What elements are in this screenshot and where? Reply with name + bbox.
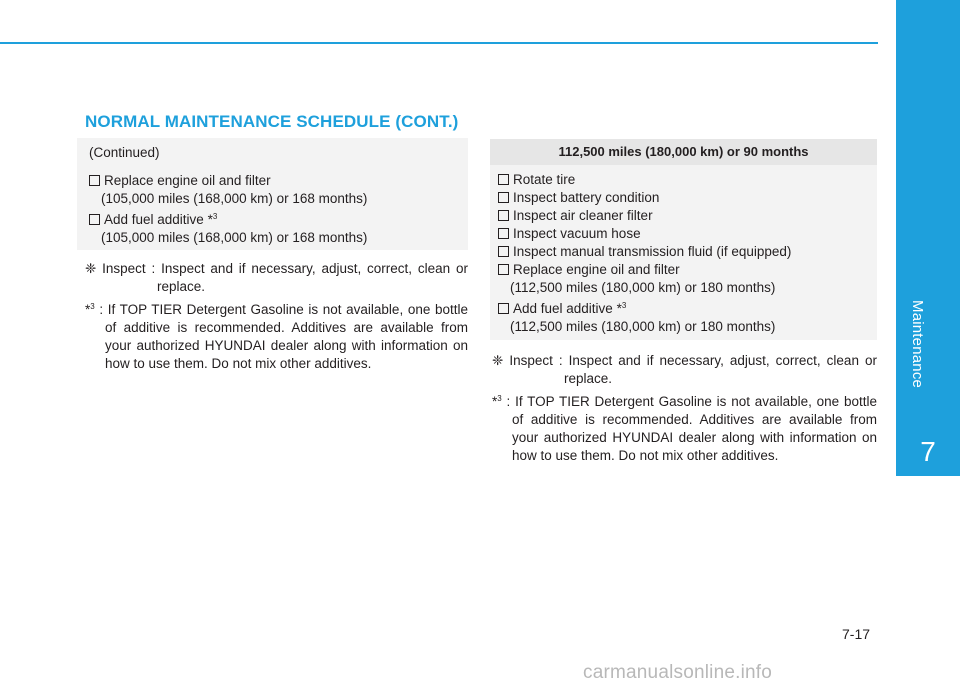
footnote bbox=[85, 298, 468, 373]
inspect-text: Inspect and if necessary, adjust, correct, clean or replace. bbox=[157, 261, 468, 294]
checklist bbox=[490, 165, 877, 336]
checkbox-icon bbox=[498, 303, 509, 314]
footnote-mark: * bbox=[492, 394, 498, 409]
chapter-side-tab bbox=[896, 0, 960, 689]
list-item bbox=[498, 171, 877, 189]
page-title: NORMAL MAINTENANCE SCHEDULE (CONT.) bbox=[85, 112, 459, 131]
checkbox-icon bbox=[89, 214, 100, 225]
side-tab-label: Maintenance bbox=[909, 300, 926, 389]
list-item bbox=[498, 243, 877, 261]
left-notes bbox=[85, 260, 468, 375]
list-item bbox=[498, 225, 877, 243]
checkbox-icon bbox=[498, 210, 509, 221]
item-subtext: (112,500 miles (180,000 km) or 180 months) bbox=[510, 319, 776, 334]
top-rule bbox=[0, 42, 878, 44]
footnote-mark: * bbox=[85, 302, 91, 317]
checklist bbox=[77, 172, 468, 247]
item-text: Inspect battery condition bbox=[513, 190, 660, 205]
item-text: Replace engine oil and filter bbox=[513, 262, 680, 277]
checkbox-icon bbox=[89, 175, 100, 186]
item-text: Rotate tire bbox=[513, 172, 576, 187]
inspect-note bbox=[85, 260, 468, 296]
page-number: 7-17 bbox=[842, 626, 871, 642]
footnote bbox=[492, 390, 877, 465]
continued-panel bbox=[77, 138, 468, 250]
inspect-note bbox=[492, 352, 877, 388]
list-item bbox=[498, 297, 877, 318]
item-subtext: (105,000 miles (168,000 km) or 168 months) bbox=[101, 191, 368, 206]
list-item bbox=[498, 207, 877, 225]
watermark: carmanualsonline.info bbox=[583, 662, 773, 683]
item-text: Replace engine oil and filter bbox=[104, 173, 271, 188]
checkbox-icon bbox=[498, 264, 509, 275]
panel-heading: (Continued) bbox=[89, 145, 160, 160]
footnote-text: : If TOP TIER Detergent Gasoline is not available, one bottle of additive is recommended. Additives are available from your authorized HYUNDAI dealer along with information on how to use them. Do not mix other additives. bbox=[99, 302, 468, 371]
inspect-label: ❈ Inspect : bbox=[85, 261, 156, 276]
inspect-text: Inspect and if necessary, adjust, correct, clean or replace. bbox=[564, 353, 877, 386]
item-text: Add fuel additive * bbox=[104, 212, 213, 227]
footnote-number: 3 bbox=[90, 302, 95, 311]
side-strip bbox=[896, 0, 960, 428]
item-text: Inspect air cleaner filter bbox=[513, 208, 653, 223]
list-item bbox=[89, 208, 468, 229]
checkbox-icon bbox=[498, 192, 509, 203]
checkbox-icon bbox=[498, 174, 509, 185]
item-subtext: (105,000 miles (168,000 km) or 168 months) bbox=[101, 230, 368, 245]
chapter-number: 7 bbox=[896, 428, 960, 476]
right-notes bbox=[492, 352, 877, 467]
footnote-ref: 3 bbox=[621, 301, 627, 310]
checkbox-icon bbox=[498, 246, 509, 257]
list-item bbox=[89, 172, 468, 190]
item-subtext: (112,500 miles (180,000 km) or 180 months) bbox=[510, 280, 776, 295]
item-text: Inspect vacuum hose bbox=[513, 226, 641, 241]
item-text: Inspect manual transmission fluid (if equipped) bbox=[513, 244, 792, 259]
footnote-number: 3 bbox=[497, 394, 502, 403]
checkbox-icon bbox=[498, 228, 509, 239]
list-item bbox=[498, 261, 877, 279]
interval-panel bbox=[490, 139, 877, 340]
inspect-label: ❈ Inspect : bbox=[492, 353, 563, 368]
footnote-text: : If TOP TIER Detergent Gasoline is not available, one bottle of additive is recommended. Additives are available from your authorized HYUNDAI dealer along with information on how to use them. Do not mix other additives. bbox=[506, 394, 877, 463]
list-item bbox=[498, 189, 877, 207]
panel-heading: 112,500 miles (180,000 km) or 90 months bbox=[490, 139, 877, 165]
item-text: Add fuel additive * bbox=[513, 301, 622, 316]
footnote-ref: 3 bbox=[212, 212, 218, 221]
